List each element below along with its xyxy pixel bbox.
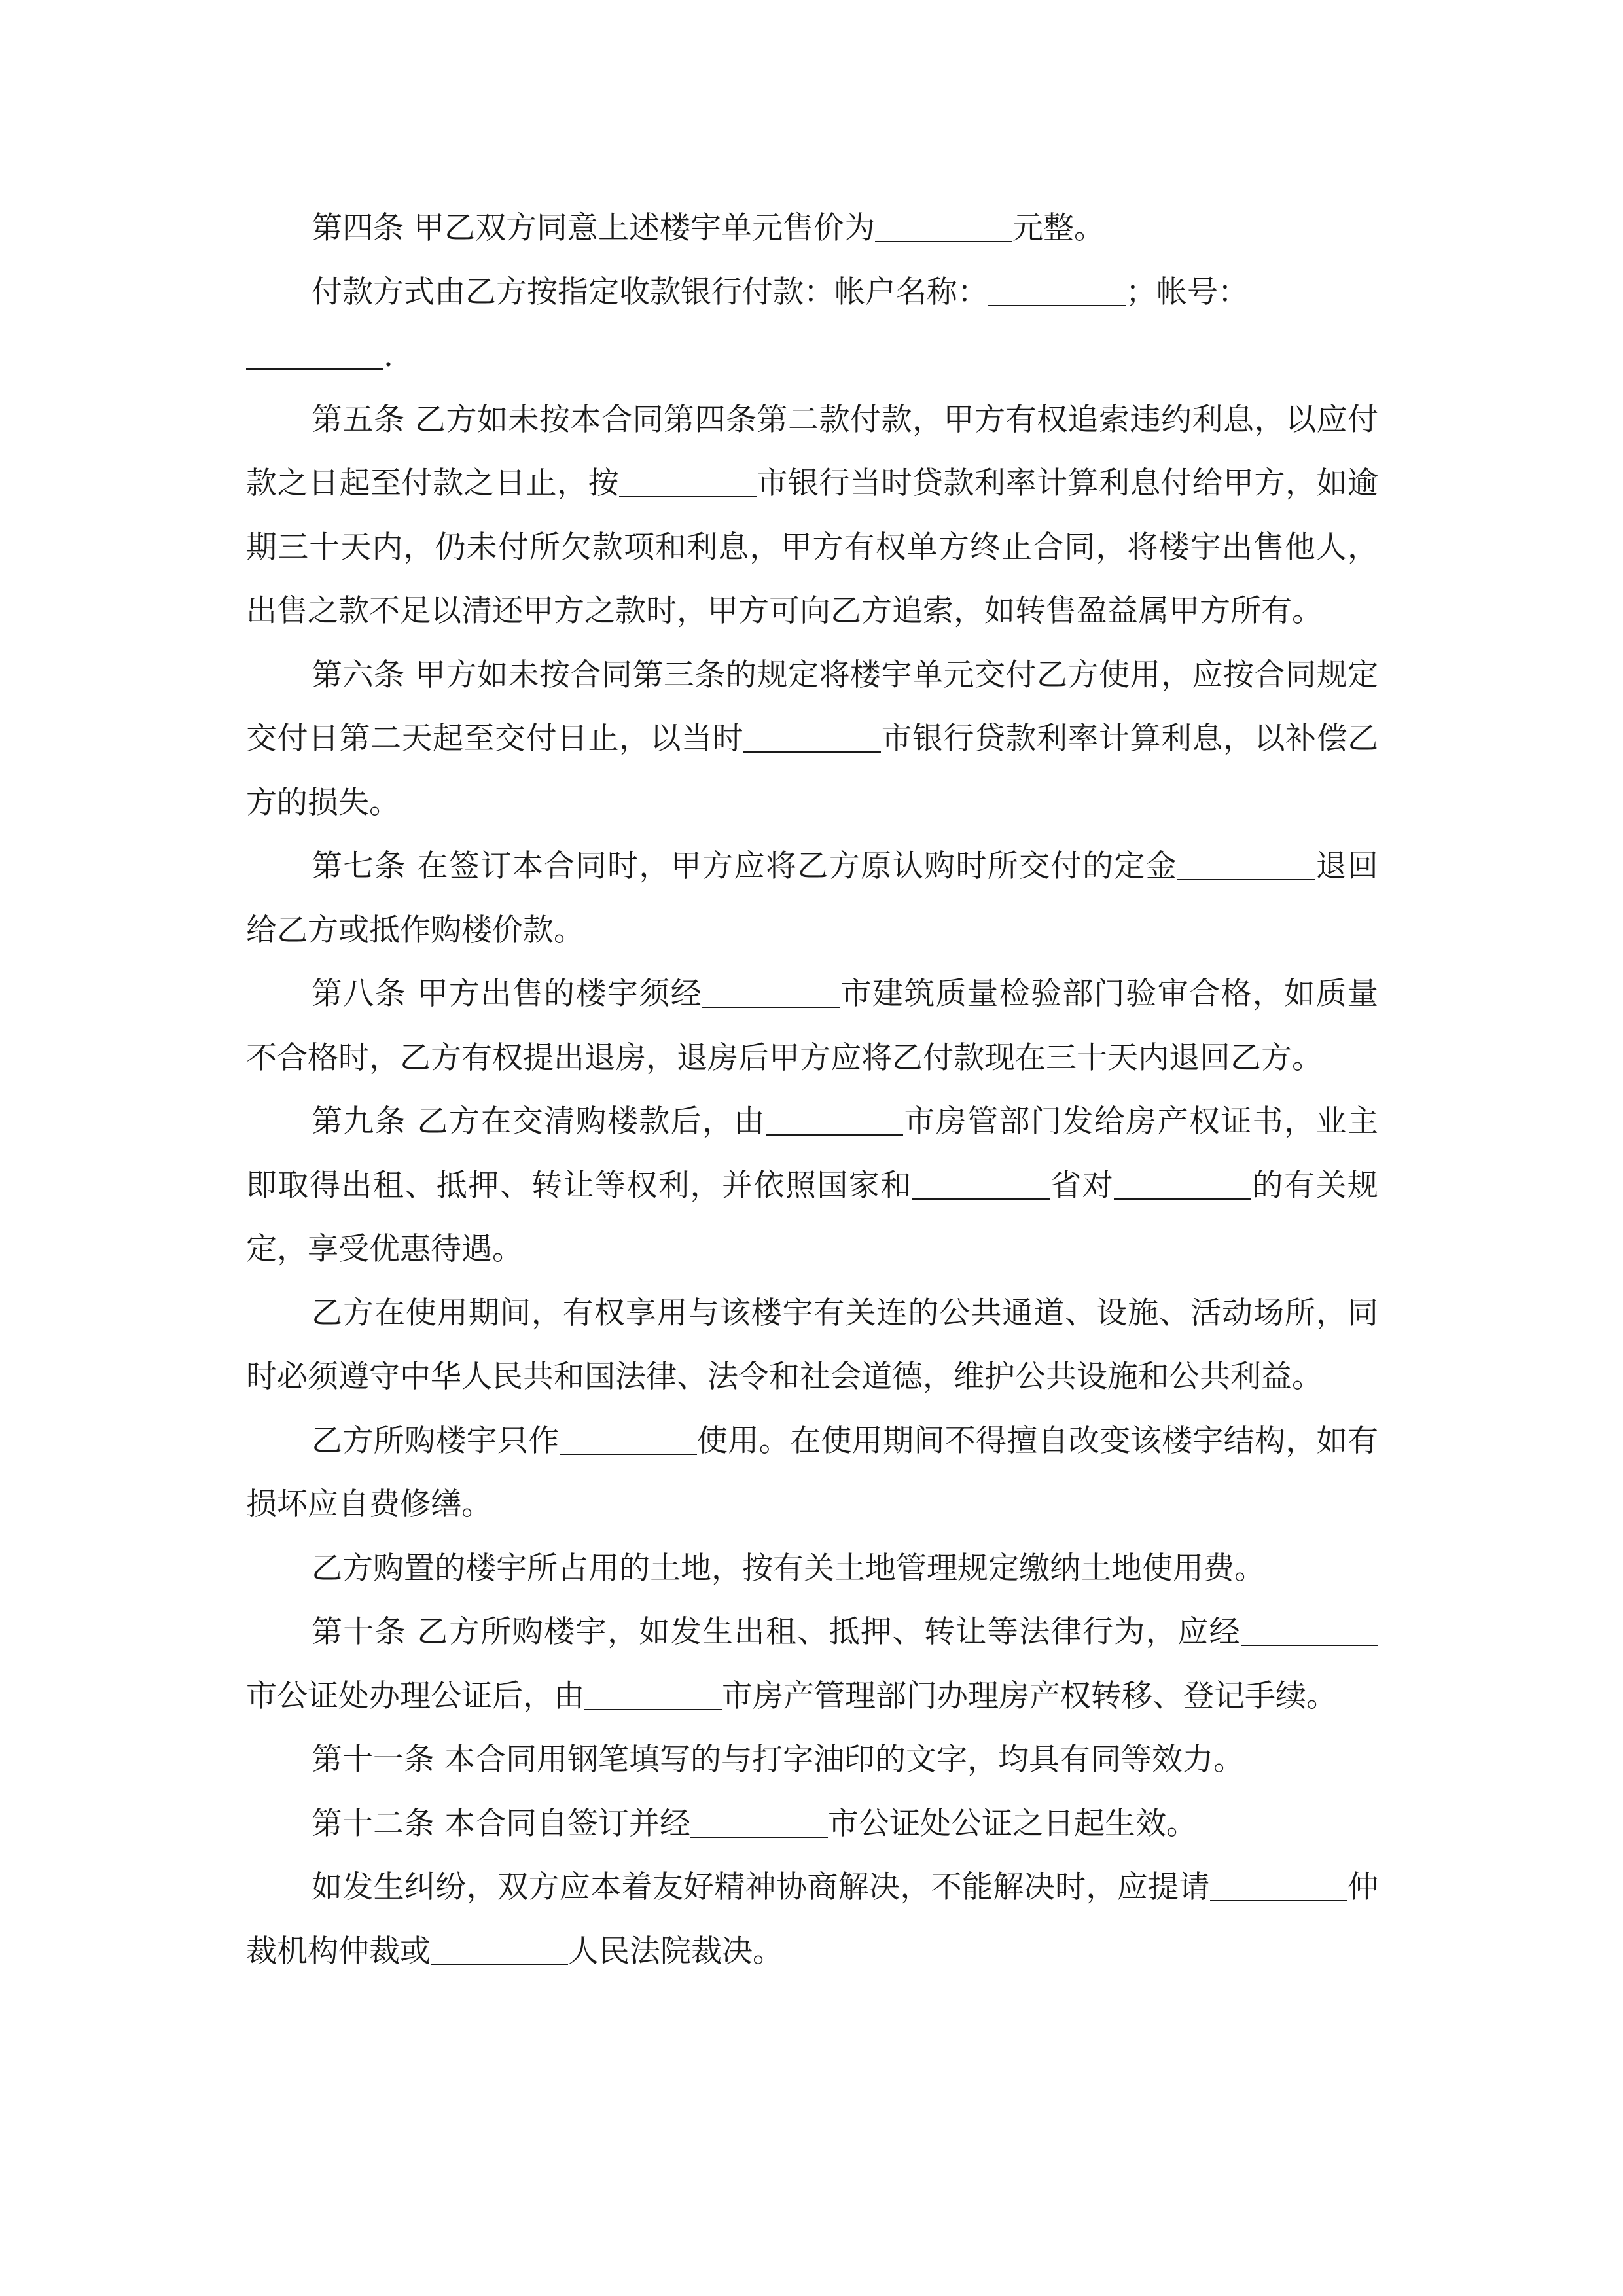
blank-field bbox=[246, 338, 383, 370]
blank-field bbox=[1210, 1869, 1347, 1901]
article-9: 第九条 乙方在交清购楼款后，由 市房管部门发给房产权证书，业主即取得出租、抵押、转让等权利，并依照国家和 省对 的有关规定，享受优惠待遇。 bbox=[246, 1103, 1379, 1267]
blank-field bbox=[912, 1168, 1050, 1200]
contract-body bbox=[246, 196, 1378, 1983]
article-10: 第十条 乙方所购楼宇，如发生出租、抵押、转让等法律行为，应经市公证处办理公证后，由 市房产管理部门办理房产权转移、登记手续。 bbox=[246, 1600, 1378, 1728]
blank-field bbox=[431, 1933, 568, 1965]
blank-field bbox=[690, 1806, 828, 1838]
dispute-resolution: 如发生纠纷，双方应本着友好精神协商解决，不能解决时，应提请 仲裁机构仲裁或 人民法院裁决。 bbox=[246, 1869, 1379, 1969]
article-4: 第四条 甲乙双方同意上述楼宇单元售价为 元整。 bbox=[312, 210, 1105, 246]
article-5: 第五条 乙方如未按本合同第四条第二款付款，甲方有权追索违约利息，以应付款之日起至付款之日止，按 市银行当时贷款利率计算利息付给甲方，如逾期三十天内，仍未付所欠款项和利息，甲方有权单方终止合同，将楼宇出售他人，出售之款不足以清还甲方之款时，甲方可向乙方追索，如转售盈益属甲方所有。 bbox=[246, 401, 1378, 629]
article-8: 第八条 甲方出售的楼宇须经 市建筑质量检验部门验审合格，如质量不合格时，乙方有权提出退房，退房后甲方应将乙付款现在三十天内退回乙方。 bbox=[246, 976, 1378, 1076]
blank-field bbox=[743, 721, 881, 753]
article-11: 第十一条 本合同用钢笔填写的与打字油印的文字，均具有同等效力。 bbox=[312, 1742, 1244, 1778]
blank-field bbox=[875, 210, 1012, 242]
blank-field bbox=[560, 1423, 697, 1455]
blank-field bbox=[988, 274, 1126, 306]
blank-field bbox=[1241, 1614, 1378, 1646]
article-12: 第十二条 本合同自签订并经 市公证处公证之日起生效。 bbox=[312, 1805, 1197, 1842]
land-use-fee: 乙方购置的楼宇所占用的土地，按有关土地管理规定缴纳土地使用费。 bbox=[312, 1550, 1265, 1587]
blank-field bbox=[1114, 1168, 1251, 1200]
blank-field bbox=[619, 465, 757, 497]
article-6: 第六条 甲方如未按合同第三条的规定将楼宇单元交付乙方使用，应按合同规定交付日第二天起至交付日止，以当时 市银行贷款利率计算利息，以补偿乙方的损失。 bbox=[246, 656, 1378, 821]
blank-field bbox=[702, 976, 840, 1008]
blank-field bbox=[584, 1678, 722, 1710]
payment-method: 付款方式由乙方按指定收款银行付款：帐户名称： ；帐号： . bbox=[246, 260, 1378, 388]
usage-rights: 乙方在使用期间，有权享用与该楼宇有关连的公共通道、设施、活动场所，同时必须遵守中华人民共和国法律、法令和社会道德，维护公共设施和公共利益。 bbox=[246, 1295, 1378, 1395]
blank-field bbox=[1177, 848, 1315, 880]
usage-purpose: 乙方所购楼宇只作 使用。在使用期间不得擅自改变该楼宇结构，如有损坏应自费修缮。 bbox=[246, 1422, 1379, 1522]
article-7: 第七条 在签订本合同时，甲方应将乙方原认购时所交付的定金 退回给乙方或抵作购楼价款。 bbox=[246, 848, 1378, 948]
blank-field bbox=[766, 1103, 903, 1136]
